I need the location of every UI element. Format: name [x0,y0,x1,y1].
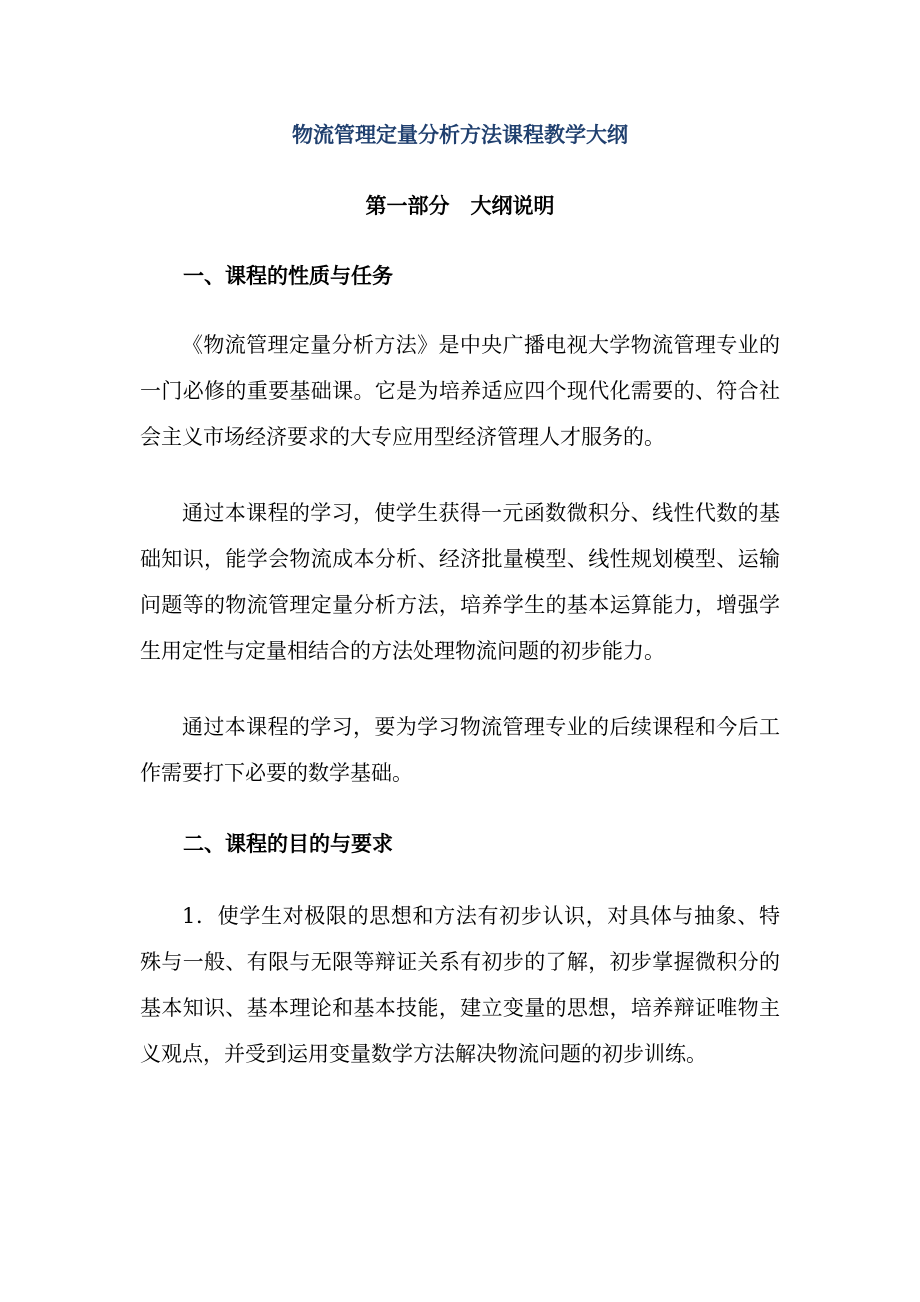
section-heading-nature-tasks: 一、课程的性质与任务 [183,263,393,288]
paragraph: 通过本课程的学习，使学生获得一元函数微积分、线性代数的基础知识，能学会物流成本分析、经济批量模型、线性规划模型、运输问题等的物流管理定量分析方法，培养学生的基本运算能力，增强学生用定性与定量相结合的方法处理物流问题的初步能力。 [140,501,780,663]
section-heading-goals-requirements: 二、课程的目的与要求 [183,831,393,856]
paragraph: 1．使学生对极限的思想和方法有初步认识，对具体与抽象、特殊与一般、有限与无限等辩证关系有初步的了解，初步掌握微积分的基本知识、基本理论和基本技能，建立变量的思想，培养辩证唯物主义观点，并受到运用变量数学方法解决物流问题的初步训练。 [140,904,780,1066]
paragraph: 《物流管理定量分析方法》是中央广播电视大学物流管理专业的一门必修的重要基础课。它是为培养适应四个现代化需要的、符合社会主义市场经济要求的大专应用型经济管理人才服务的。 [140,333,780,449]
paragraph: 通过本课程的学习，要为学习物流管理专业的后续课程和今后工作需要打下必要的数学基础。 [140,715,780,785]
document-title: 物流管理定量分析方法课程教学大纲 [292,122,628,147]
part-heading: 第一部分 大纲说明 [365,193,555,218]
